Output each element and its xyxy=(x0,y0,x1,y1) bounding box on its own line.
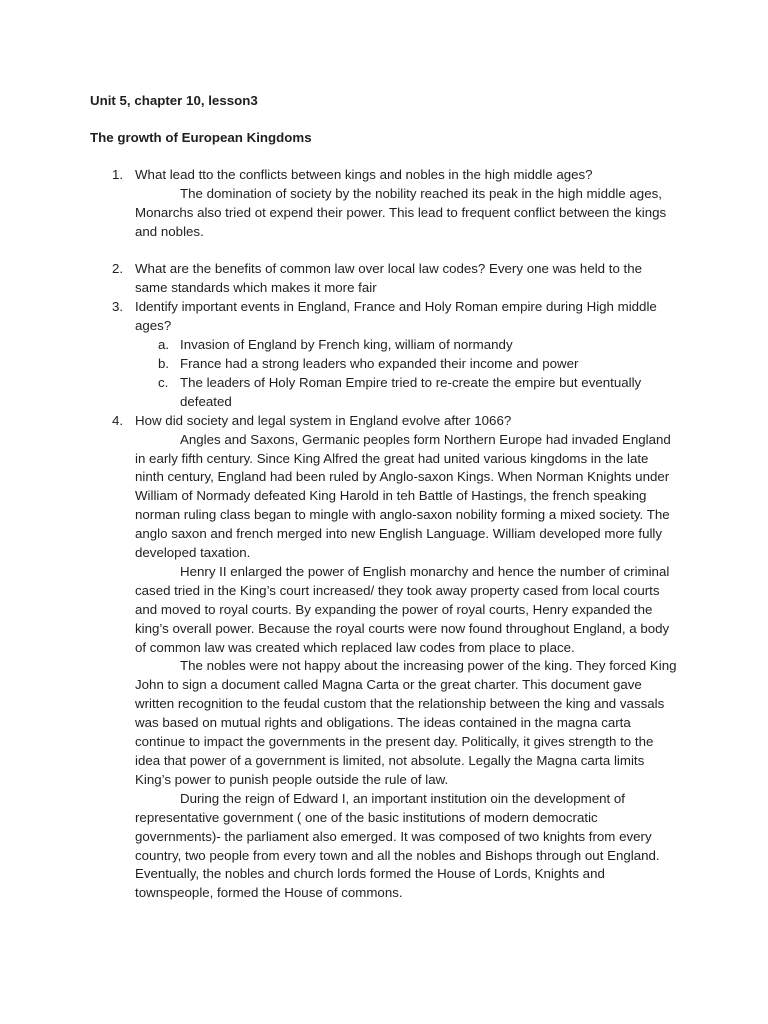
sub-list xyxy=(135,336,678,412)
sub-item xyxy=(135,355,678,374)
question-number: 2. xyxy=(112,261,124,277)
answer-paragraph: Henry II enlarged the power of English monarchy and hence the number of criminal cased tried in the King’s court increased/ they took away property cased from local courts and moved to royal courts. By expanding the power of royal courts, Henry expanded the king’s overall power. Because the royal courts were now found throughout England, a body of common law was created which replaced law codes from place to place. xyxy=(135,563,670,655)
sub-item-label: b. xyxy=(158,355,170,371)
unit-heading: Unit 5, chapter 10, lesson3 xyxy=(90,93,258,108)
question-text: What are the benefits of common law over local law codes? Every one was held to the same standards which makes it more fair xyxy=(135,261,643,296)
sub-item-label: a. xyxy=(158,337,170,353)
question-text: What lead tto the conflicts between kings and nobles in the high middle ages? xyxy=(135,166,593,182)
question-text: Identify important events in England, France and Holy Roman empire during High middle ages? xyxy=(135,299,657,334)
sub-item-label: c. xyxy=(158,374,169,390)
question-item-3 xyxy=(90,298,678,411)
question-item-2 xyxy=(90,260,678,298)
sub-item xyxy=(135,336,678,355)
answer-paragraph: During the reign of Edward I, an important institution oin the development of representative government ( one of the basic institutions of modern democratic governments)- the parliament also emerged. It was composed of two knights from every country, two people from every town and all the nobles and Bishops through out England. Eventually, the nobles and church lords formed the House of Lords, Knights and townspeople, formed the House of commons. xyxy=(135,790,660,901)
question-number: 1. xyxy=(112,166,124,182)
answer-paragraph: The domination of society by the nobility reached its peak in the high middle ages, Monarchs also tried ot expend their power. This lead to frequent conflict between the kings and nobles. xyxy=(135,185,667,239)
question-number: 3. xyxy=(112,299,124,315)
sub-item xyxy=(135,374,678,412)
question-list xyxy=(90,166,678,903)
question-number: 4. xyxy=(112,412,124,428)
page-title: The growth of European Kingdoms xyxy=(90,129,312,145)
answer-paragraph: Angles and Saxons, Germanic peoples form Northern Europe had invaded England in early fifth century. Since King Alfred the great had united various kingdoms in the late ninth century, England had been ruled by Anglo-saxon Kings. When Norman Knights under William of Normady defeated King Harold in teh Battle of Hastings, the french speaking norman ruling class began to mingle with anglo-saxon nobility forming a mixed society. The anglo saxon and french merged into new English Language. William developed more fully developed taxation. xyxy=(135,431,671,561)
sub-item-text: Invasion of England by French king, william of normandy xyxy=(180,337,513,353)
question-item-4 xyxy=(90,412,678,904)
question-text: How did society and legal system in England evolve after 1066? xyxy=(135,412,512,428)
sub-item-text: The leaders of Holy Roman Empire tried to re-create the empire but eventually defeated xyxy=(180,374,642,409)
list-spacer xyxy=(90,241,678,260)
sub-item-text: France had a strong leaders who expanded their income and power xyxy=(180,355,579,371)
question-item-1 xyxy=(90,166,678,242)
answer-paragraph: The nobles were not happy about the increasing power of the king. They forced King John to sign a document called Magna Carta or the great charter. This document gave written recognition to the feudal custom that the relationship between the king and vassals was based on mutual rights and obligations. The ideas contained in the magna carta continue to impact the governments in the present day. Politically, it gives strength to the idea that power of a government is limited, not absolute. Legally the Magna carta limits King’s power to punish people outside the rule of law. xyxy=(135,658,677,787)
